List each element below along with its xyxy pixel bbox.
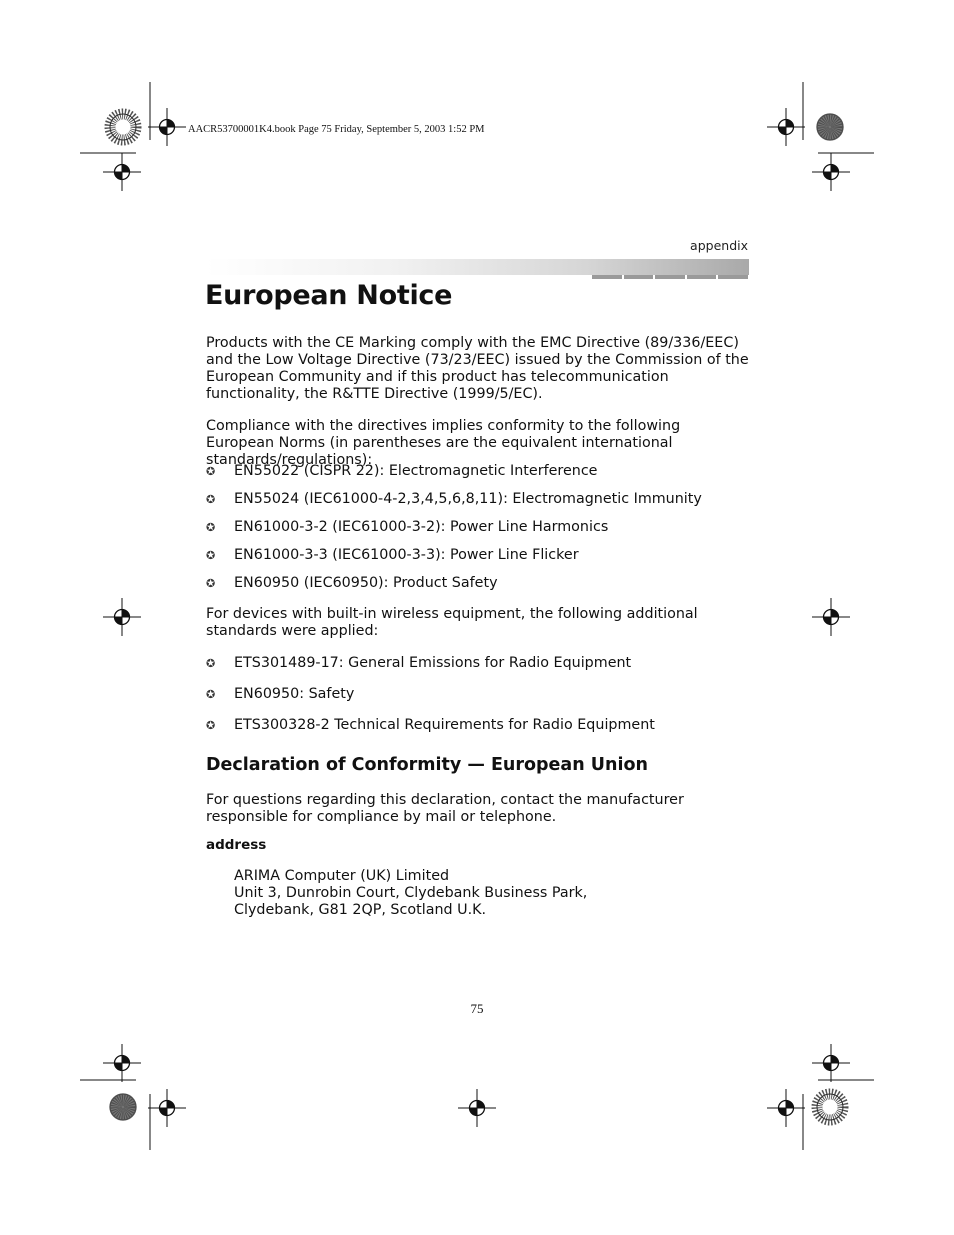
address-line: ARIMA Computer (UK) Limited [234,868,450,884]
bullet-icon: ✪ [206,657,216,670]
page-title: European Notice [205,280,453,311]
page-number: 75 [470,1001,484,1016]
declaration-heading: Declaration of Conformity — European Union [206,755,648,775]
list-item: ✪ EN55022 (CISPR 22): Electromagnetic Interference [206,463,598,479]
running-head: appendix [690,238,748,253]
header-gradient-bar [206,259,749,275]
list-item: ✪ EN60950 (IEC60950): Product Safety [206,575,498,591]
file-stamp: AACR53700001K4.book Page 75 Friday, September 5, 2003 1:52 PM [188,124,485,135]
bullet-icon: ✪ [206,719,216,732]
address-line: Clydebank, G81 2QP, Scotland U.K. [234,902,487,918]
wireless-paragraph: For devices with built-in wireless equipment, the following additional standards were applied: [206,606,698,639]
list-item: ✪ EN61000-3-2 (IEC61000-3-2): Power Line Harmonics [206,519,609,535]
bullet-icon: ✪ [206,521,216,534]
list-item: ✪ EN55024 (IEC61000-4-2,3,4,5,6,8,11): Electromagnetic Immunity [206,491,702,507]
bullet-icon: ✪ [206,688,216,701]
address-label: address [206,837,267,853]
bullet-icon: ✪ [206,465,216,478]
bullet-icon: ✪ [206,493,216,506]
header-tabs [592,275,748,279]
intro-paragraph: Products with the CE Marking comply with the EMC Directive (89/336/EEC) and the Low Voltage Directive (73/23/EEC) issued by the Commission of the European Community and if this product has telecommunication functionality, the R&TTE Directive (1999/5/EC). [206,335,749,402]
list-item: ✪ EN60950: Safety [206,686,355,702]
declaration-text: For questions regarding this declaration, contact the manufacturer responsible for compliance by mail or telephone. [206,792,684,825]
address-line: Unit 3, Dunrobin Court, Clydebank Business Park, [234,885,588,901]
list-item: ✪ ETS301489-17: General Emissions for Radio Equipment [206,655,632,671]
bullet-icon: ✪ [206,577,216,590]
address-block [234,868,587,919]
list-item: ✪ ETS300328-2 Technical Requirements for Radio Equipment [206,717,655,733]
bullet-icon: ✪ [206,549,216,562]
list-item: ✪ EN61000-3-3 (IEC61000-3-3): Power Line Flicker [206,547,579,563]
compliance-paragraph: Compliance with the directives implies conformity to the following European Norms (in parentheses are the equivalent international standards/regulations): [206,418,681,468]
